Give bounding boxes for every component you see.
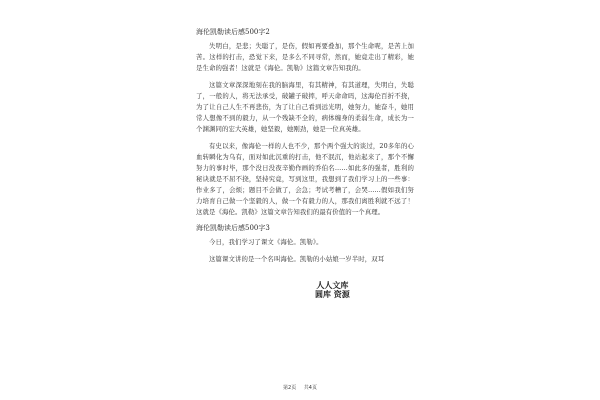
- document-page: [196, 28, 414, 388]
- watermark-line-2: 圆库 资源: [315, 290, 350, 299]
- page-footer: [0, 384, 600, 391]
- section-heading-3: 海伦凯勒读后感500字3: [196, 224, 270, 232]
- watermark-logo: [315, 281, 350, 299]
- section-heading-2: 海伦凯勒读后感500字2: [196, 28, 270, 36]
- page-number: 第2页: [283, 385, 297, 391]
- paragraph: 今日，我们学习了课文《海伦。凯勒》。: [209, 238, 323, 246]
- page-total: 共4页: [303, 385, 317, 391]
- paragraph: 这篇课文讲的是一个名叫海伦。凯勒的小姑娘一岁半时，双耳: [209, 255, 385, 263]
- watermark-line-1: 人人文库: [316, 281, 349, 290]
- paragraph: 这篇文章深深地刻在我的脑海里，有其精神，有其道理，失明白，失聪了，一般的人，将无法承受，破罐子破摔，呼天命命吗，这海伦百折不挠，为了让自己人生不再悲伤，为了让自己看到远光明，她努力，她奋斗，她用常人想像不到的毅力，从一个残缺不全的，病体缠身的柔弱生命，成长为一个渊渊同的宏大英雄，她坚毅，她刚劲，她是一位真英雄。: [196, 81, 414, 133]
- paragraph: 失明白，是悲；失聪了，是伤，假如再要叠加，那个生命呢，是苦上加苦。这样的打击，恐觉下来，是多么不同寻常，然而，她竟走出了精彩，她是生命的强者！这就是《海伦。凯勒》这篇文章告知我的。: [196, 42, 414, 72]
- paragraph: 有史以来，像海伦一样的人也不少，那个两个强大的谈过，20多年的心血转瞬化为乌有，面对如此沉重的打击，他不泯沉，他站起来了，那个不懈努力的事时毕，那个没日没夜辛勤作画的乔伯名……如此多的强者，胜利的秘诀就是不屈不挠，坚持究竟，写到这里，我想到了我们学习上的一些事：作业多了，会烦；题目不会做了，会急；考试考糟了，会哭……假如我们努力培育自己做一个坚毅的人，做一个有毅力的人，那我们离胜利就不远了！这就是《海伦。凯勒》这篇文章告知我们的最有价值的一个真理。: [196, 142, 414, 216]
